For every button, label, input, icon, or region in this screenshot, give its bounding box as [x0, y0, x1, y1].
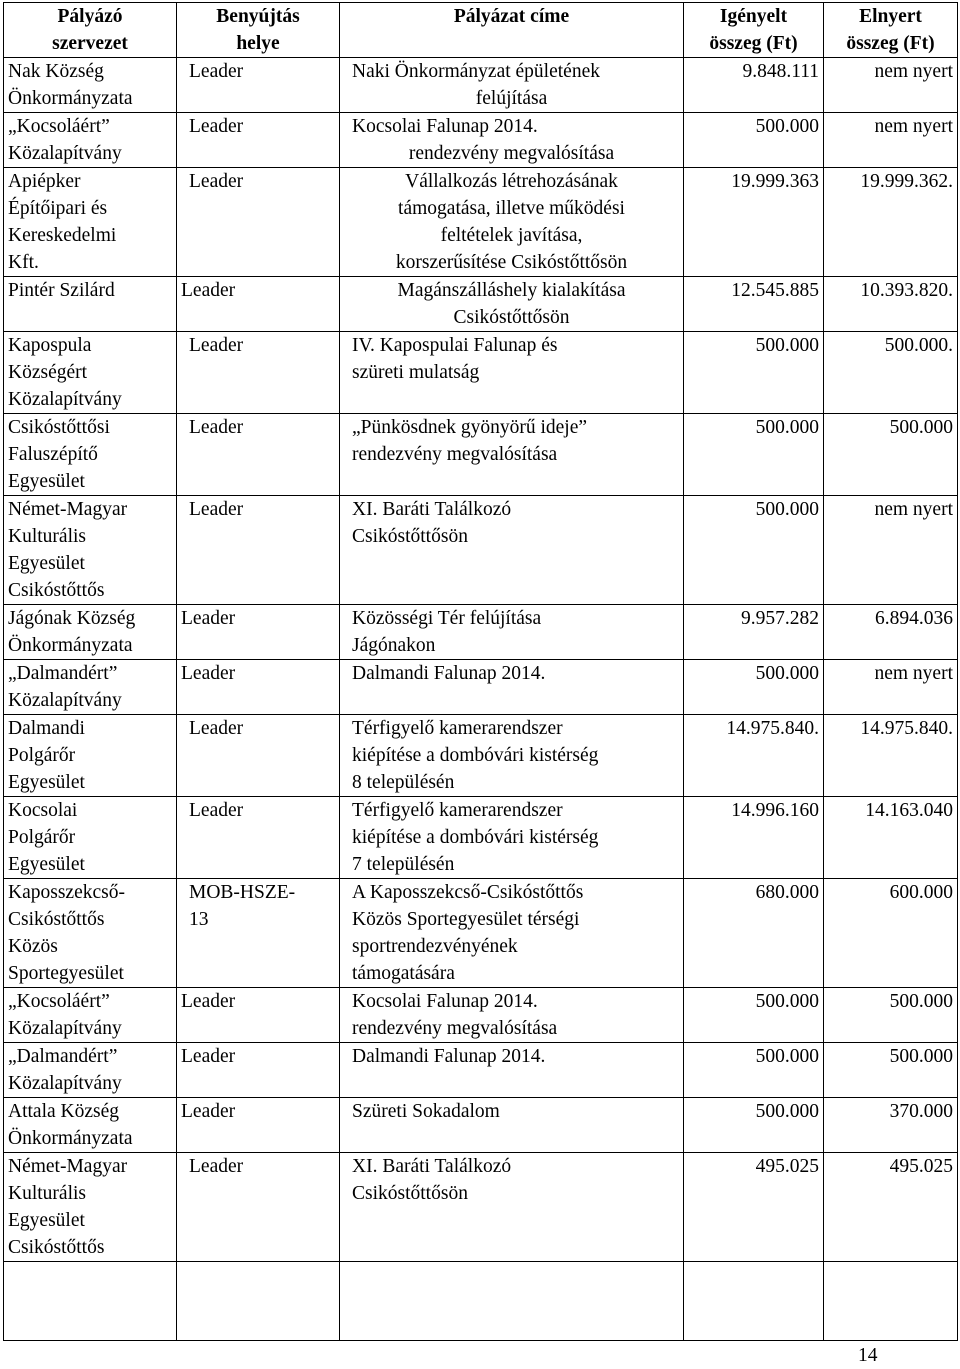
applicant-cell: [4, 277, 177, 332]
title-line: Jágónakon: [352, 635, 436, 656]
applicant-line: Önkormányzata: [8, 635, 133, 656]
empty-cell: [4, 1262, 177, 1341]
applicant-line: Kft.: [8, 252, 39, 273]
applicant-line: Kocsolai: [8, 800, 78, 821]
title-line: Kocsolai Falunap 2014.: [352, 116, 538, 137]
applicant-line: Közalapítvány: [8, 143, 122, 164]
title-line: Szüreti Sokadalom: [352, 1101, 500, 1122]
applicant-line: Önkormányzata: [8, 88, 133, 109]
submission-place-cell: [177, 168, 340, 277]
applicant-line: Nak Község: [8, 61, 104, 82]
submission-place-line: Leader: [181, 663, 236, 684]
title-cell: [340, 605, 684, 660]
applicant-line: Pintér Szilárd: [8, 280, 115, 301]
empty-cell: [177, 1262, 340, 1341]
table-row: [4, 113, 958, 168]
applicant-line: Egyesület: [8, 553, 85, 574]
applicant-line: Egyesület: [8, 1210, 85, 1231]
table-body: [4, 58, 958, 1341]
empty-row: [4, 1262, 958, 1341]
header-submission-place: Benyújtás helye: [177, 3, 340, 58]
title-cell: [340, 277, 684, 332]
title-line: Csikóstőttősön: [453, 307, 570, 328]
title-line: kiépítése a dombóvári kistérség: [352, 745, 599, 766]
applicant-line: Faluszépítő: [8, 444, 98, 465]
applicant-cell: [4, 1043, 177, 1098]
title-cell: [340, 715, 684, 797]
header-won: Elnyert összeg (Ft): [824, 3, 958, 58]
applicant-line: „Dalmandért”: [8, 1046, 118, 1067]
title-cell: [340, 988, 684, 1043]
applicant-line: Sportegyesület: [8, 963, 124, 984]
requested-amount-cell: 14.975.840.: [684, 715, 824, 797]
submission-place-cell: [177, 113, 340, 168]
submission-place-cell: [177, 277, 340, 332]
empty-cell: [684, 1262, 824, 1341]
table-row: [4, 605, 958, 660]
title-line: felújítása: [475, 88, 548, 109]
submission-place-line: Leader: [189, 116, 244, 137]
header-row: [4, 3, 958, 58]
applicant-line: Dalmandi: [8, 718, 85, 739]
submission-place-cell: [177, 715, 340, 797]
applicant-line: „Kocsoláért”: [8, 116, 110, 137]
title-line: rendezvény megvalósítása: [352, 1018, 558, 1039]
won-amount-cell: 6.894.036: [824, 605, 958, 660]
empty-cell: [824, 1262, 958, 1341]
submission-place-cell: [177, 988, 340, 1043]
submission-place-cell: [177, 1098, 340, 1153]
table-row: [4, 1043, 958, 1098]
table-row: [4, 58, 958, 113]
title-line: Vállalkozás létrehozásának: [405, 171, 618, 192]
applicant-line: Csikóstőttős: [8, 1237, 105, 1258]
applicant-line: Attala Község: [8, 1101, 120, 1122]
submission-place-line: Leader: [181, 991, 236, 1012]
requested-amount-cell: 500.000: [684, 1043, 824, 1098]
header-requested: Igényelt összeg (Ft): [684, 3, 824, 58]
table-row: [4, 660, 958, 715]
title-cell: [340, 58, 684, 113]
won-amount-cell: 500.000.: [824, 332, 958, 414]
submission-place-cell: [177, 58, 340, 113]
applicant-cell: [4, 605, 177, 660]
submission-place-cell: [177, 660, 340, 715]
applicant-cell: [4, 332, 177, 414]
title-cell: [340, 1153, 684, 1262]
table-row: [4, 879, 958, 988]
title-line: 8 településén: [352, 772, 455, 793]
requested-amount-cell: 680.000: [684, 879, 824, 988]
requested-amount-cell: 500.000: [684, 988, 824, 1043]
header-title: Pályázat címe: [340, 3, 684, 58]
table-row: [4, 715, 958, 797]
title-line: feltételek javítása,: [440, 225, 583, 246]
title-cell: [340, 414, 684, 496]
title-line: Közös Sportegyesület térségi: [352, 909, 580, 930]
requested-amount-cell: 495.025: [684, 1153, 824, 1262]
title-line: támogatására: [352, 963, 455, 984]
applicant-line: Építőipari és: [8, 198, 108, 219]
title-line: A Kaposszekcső-Csikóstőttős: [352, 882, 584, 903]
header-applicant: Pályázó szervezet: [4, 3, 177, 58]
requested-amount-cell: 500.000: [684, 113, 824, 168]
applicant-line: Apiépker: [8, 171, 81, 192]
requested-amount-cell: 500.000: [684, 660, 824, 715]
won-amount-cell: 370.000: [824, 1098, 958, 1153]
applicant-line: Német-Magyar: [8, 1156, 128, 1177]
table-row: [4, 496, 958, 605]
submission-place-line: Leader: [189, 61, 244, 82]
applicant-line: Kulturális: [8, 526, 86, 547]
title-cell: [340, 332, 684, 414]
applicant-line: Polgárőr: [8, 745, 76, 766]
applicant-line: Közalapítvány: [8, 389, 122, 410]
title-line: Magánszálláshely kialakítása: [397, 280, 626, 301]
requested-amount-cell: 500.000: [684, 496, 824, 605]
title-line: Térfigyelő kamerarendszer: [352, 800, 563, 821]
submission-place-cell: [177, 605, 340, 660]
page-number: 14: [858, 1345, 878, 1366]
won-amount-cell: nem nyert: [824, 58, 958, 113]
submission-place-line: Leader: [189, 1156, 244, 1177]
requested-amount-cell: 9.848.111: [684, 58, 824, 113]
applicant-line: Jágónak Község: [8, 608, 136, 629]
submission-place-line: Leader: [181, 280, 236, 301]
applicant-line: Egyesület: [8, 772, 85, 793]
applicant-line: Közalapítvány: [8, 1073, 122, 1094]
requested-amount-cell: 14.996.160: [684, 797, 824, 879]
requested-amount-cell: 500.000: [684, 414, 824, 496]
title-cell: [340, 113, 684, 168]
submission-place-line: Leader: [181, 608, 236, 629]
table-row: [4, 1153, 958, 1262]
applicant-line: Egyesület: [8, 471, 85, 492]
applicant-cell: [4, 797, 177, 879]
won-amount-cell: 500.000: [824, 1043, 958, 1098]
grants-table: [3, 2, 958, 1341]
title-line: IV. Kapospulai Falunap és: [352, 335, 558, 356]
submission-place-line: Leader: [189, 171, 244, 192]
empty-cell: [340, 1262, 684, 1341]
won-amount-cell: 10.393.820.: [824, 277, 958, 332]
won-amount-cell: nem nyert: [824, 113, 958, 168]
title-line: szüreti mulatság: [352, 362, 480, 383]
title-line: sportrendezvényének: [352, 936, 518, 957]
title-line: Dalmandi Falunap 2014.: [352, 663, 546, 684]
title-line: Csikóstőttősön: [352, 526, 468, 547]
applicant-line: Polgárőr: [8, 827, 76, 848]
submission-place-cell: [177, 1153, 340, 1262]
submission-place-cell: [177, 1043, 340, 1098]
title-cell: [340, 879, 684, 988]
title-cell: [340, 797, 684, 879]
applicant-cell: [4, 1098, 177, 1153]
requested-amount-cell: 9.957.282: [684, 605, 824, 660]
table-row: [4, 988, 958, 1043]
submission-place-line: 13: [189, 909, 209, 930]
won-amount-cell: 14.163.040: [824, 797, 958, 879]
title-cell: [340, 660, 684, 715]
submission-place-cell: [177, 414, 340, 496]
title-line: Közösségi Tér felújítása: [352, 608, 542, 629]
applicant-line: Önkormányzata: [8, 1128, 133, 1149]
submission-place-line: Leader: [181, 1101, 236, 1122]
applicant-line: Közalapítvány: [8, 1018, 122, 1039]
applicant-line: „Kocsoláért”: [8, 991, 110, 1012]
applicant-line: Közalapítvány: [8, 690, 122, 711]
submission-place-line: Leader: [181, 1046, 236, 1067]
title-line: korszerűsítése Csikóstőttősön: [395, 252, 628, 273]
title-line: „Pünkösdnek gyönyörű ideje”: [352, 417, 588, 438]
title-cell: [340, 496, 684, 605]
applicant-line: Csikóstőttősi: [8, 417, 110, 438]
title-cell: [340, 1043, 684, 1098]
submission-place-cell: [177, 879, 340, 988]
table-row: [4, 168, 958, 277]
won-amount-cell: 14.975.840.: [824, 715, 958, 797]
title-line: Csikóstőttősön: [352, 1183, 468, 1204]
applicant-line: Községért: [8, 362, 88, 383]
won-amount-cell: nem nyert: [824, 660, 958, 715]
title-line: kiépítése a dombóvári kistérség: [352, 827, 599, 848]
requested-amount-cell: 500.000: [684, 332, 824, 414]
submission-place-line: Leader: [189, 499, 244, 520]
applicant-line: Csikóstőttős: [8, 580, 105, 601]
applicant-line: Német-Magyar: [8, 499, 128, 520]
applicant-cell: [4, 113, 177, 168]
applicant-cell: [4, 988, 177, 1043]
applicant-line: Kaposszekcső-: [8, 882, 125, 903]
title-line: támogatása, illetve működési: [398, 198, 625, 219]
won-amount-cell: 500.000: [824, 988, 958, 1043]
title-line: Naki Önkormányzat épületének: [352, 61, 600, 82]
title-line: rendezvény megvalósítása: [352, 444, 558, 465]
submission-place-cell: [177, 496, 340, 605]
title-line: rendezvény megvalósítása: [408, 143, 615, 164]
applicant-line: Csikóstőttős: [8, 909, 105, 930]
applicant-cell: [4, 496, 177, 605]
won-amount-cell: 500.000: [824, 414, 958, 496]
applicant-line: „Dalmandért”: [8, 663, 118, 684]
submission-place-line: Leader: [189, 335, 244, 356]
applicant-line: Kulturális: [8, 1183, 86, 1204]
won-amount-cell: 19.999.362.: [824, 168, 958, 277]
applicant-line: Kereskedelmi: [8, 225, 117, 246]
title-line: Térfigyelő kamerarendszer: [352, 718, 563, 739]
submission-place-line: Leader: [189, 417, 244, 438]
submission-place-cell: [177, 332, 340, 414]
title-line: Dalmandi Falunap 2014.: [352, 1046, 546, 1067]
submission-place-line: Leader: [189, 800, 244, 821]
won-amount-cell: nem nyert: [824, 496, 958, 605]
title-line: Kocsolai Falunap 2014.: [352, 991, 538, 1012]
table-row: [4, 414, 958, 496]
applicant-cell: [4, 660, 177, 715]
title-line: XI. Baráti Találkozó: [352, 1156, 512, 1177]
table-row: [4, 1098, 958, 1153]
requested-amount-cell: 500.000: [684, 1098, 824, 1153]
applicant-line: Egyesület: [8, 854, 85, 875]
title-cell: [340, 1098, 684, 1153]
applicant-cell: [4, 58, 177, 113]
title-line: 7 településén: [352, 854, 455, 875]
requested-amount-cell: 19.999.363: [684, 168, 824, 277]
applicant-cell: [4, 879, 177, 988]
applicant-cell: [4, 414, 177, 496]
applicant-line: Kapospula: [8, 335, 92, 356]
submission-place-line: MOB-HSZE-: [189, 882, 296, 903]
applicant-cell: [4, 715, 177, 797]
title-line: XI. Baráti Találkozó: [352, 499, 512, 520]
requested-amount-cell: 12.545.885: [684, 277, 824, 332]
table-row: [4, 277, 958, 332]
applicant-line: Közös: [8, 936, 58, 957]
submission-place-line: Leader: [189, 718, 244, 739]
applicant-cell: [4, 1153, 177, 1262]
won-amount-cell: 600.000: [824, 879, 958, 988]
submission-place-cell: [177, 797, 340, 879]
table-row: [4, 797, 958, 879]
applicant-cell: [4, 168, 177, 277]
won-amount-cell: 495.025: [824, 1153, 958, 1262]
table-row: [4, 332, 958, 414]
title-cell: [340, 168, 684, 277]
